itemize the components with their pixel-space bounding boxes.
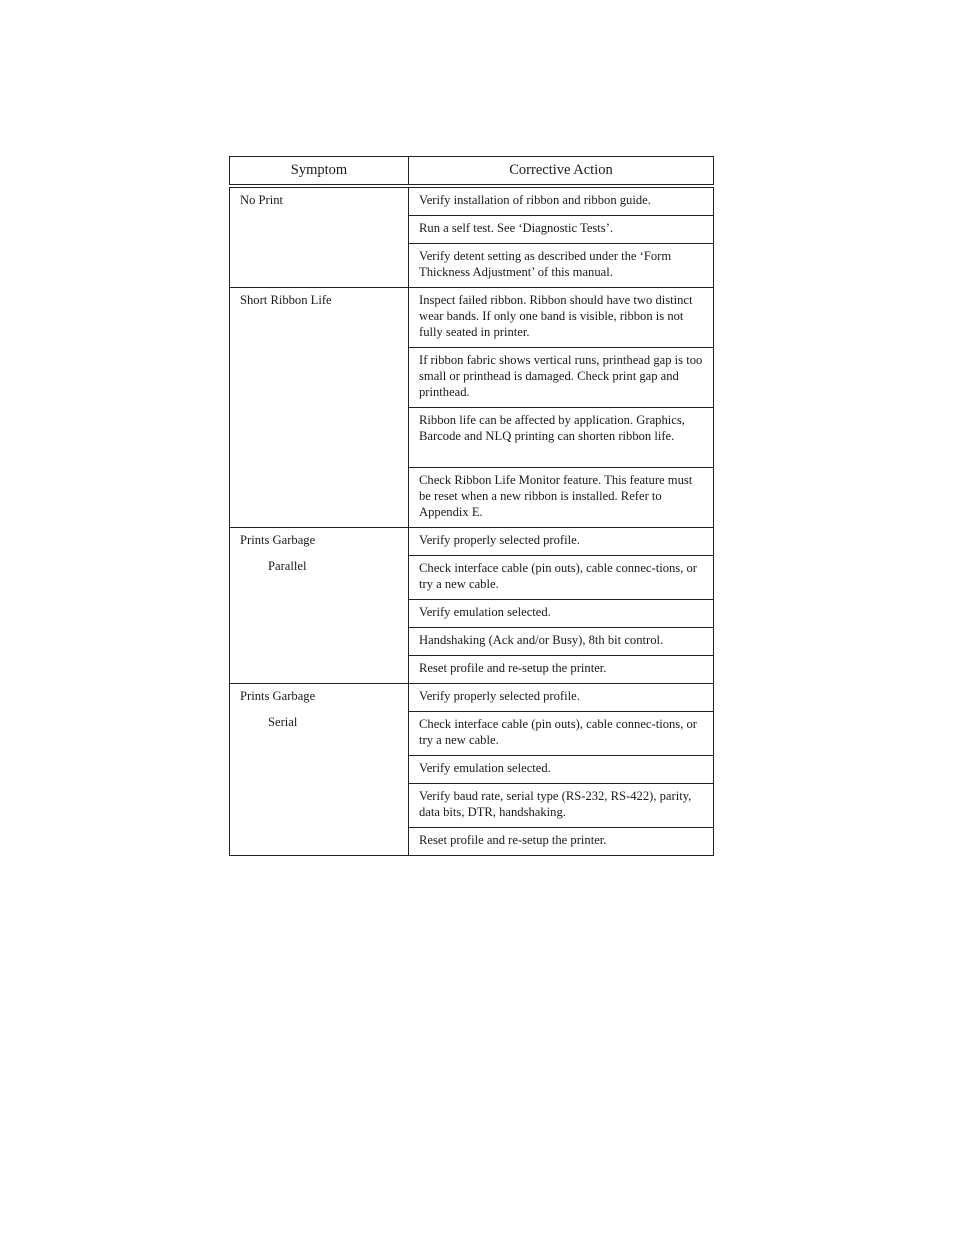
table-row (230, 528, 714, 556)
corrective-action-cell: Check Ribbon Life Monitor feature. This feature must be reset when a new ribbon is installed. Refer to Appendix E. (409, 468, 714, 528)
symptom-cell (230, 288, 409, 528)
symptom-label: Prints Garbage (240, 689, 316, 703)
symptom-label: Prints Garbage (240, 533, 316, 547)
corrective-action-cell: Reset profile and re-setup the printer. (409, 656, 714, 684)
symptom-label: No Print (240, 193, 284, 207)
symptom-interface-label: Parallel (268, 559, 307, 573)
table-header-row (230, 157, 714, 187)
corrective-action-column-header: Corrective Action (409, 157, 714, 187)
symptom-cell (230, 186, 409, 288)
corrective-action-cell: Handshaking (Ack and/or Busy), 8th bit control. (409, 628, 714, 656)
corrective-action-cell: Verify installation of ribbon and ribbon guide. (409, 186, 714, 216)
corrective-action-cell: Verify properly selected profile. (409, 684, 714, 712)
corrective-action-cell: Inspect failed ribbon. Ribbon should have two distinct wear bands. If only one band is visible, ribbon is not fully seated in printer. (409, 288, 714, 348)
corrective-action-cell: Verify detent setting as described under the ‘Form Thickness Adjustment’ of this manual. (409, 244, 714, 288)
troubleshooting-table (229, 156, 714, 856)
corrective-action-cell: If ribbon fabric shows vertical runs, printhead gap is too small or printhead is damaged. Check print gap and printhead. (409, 348, 714, 408)
symptom-cell (230, 684, 409, 856)
table-row (230, 684, 714, 712)
corrective-action-cell: Check interface cable (pin outs), cable connec-tions, or try a new cable. (409, 712, 714, 756)
corrective-action-cell: Verify properly selected profile. (409, 528, 714, 556)
corrective-action-cell: Verify emulation selected. (409, 756, 714, 784)
symptom-label: Short Ribbon Life (240, 293, 332, 307)
corrective-action-cell: Run a self test. See ‘Diagnostic Tests’. (409, 216, 714, 244)
corrective-action-cell: Ribbon life can be affected by application. Graphics, Barcode and NLQ printing can shorten ribbon life. (409, 408, 714, 468)
table-row (230, 186, 714, 216)
corrective-action-cell: Check interface cable (pin outs), cable connec-tions, or try a new cable. (409, 556, 714, 600)
corrective-action-cell: Verify baud rate, serial type (RS-232, RS-422), parity, data bits, DTR, handshaking. (409, 784, 714, 828)
symptom-cell (230, 528, 409, 684)
corrective-action-cell: Verify emulation selected. (409, 600, 714, 628)
symptom-column-header: Symptom (230, 157, 409, 187)
table-row (230, 288, 714, 348)
table-body (230, 186, 714, 856)
corrective-action-cell: Reset profile and re-setup the printer. (409, 828, 714, 856)
symptom-interface-label: Serial (268, 715, 298, 729)
